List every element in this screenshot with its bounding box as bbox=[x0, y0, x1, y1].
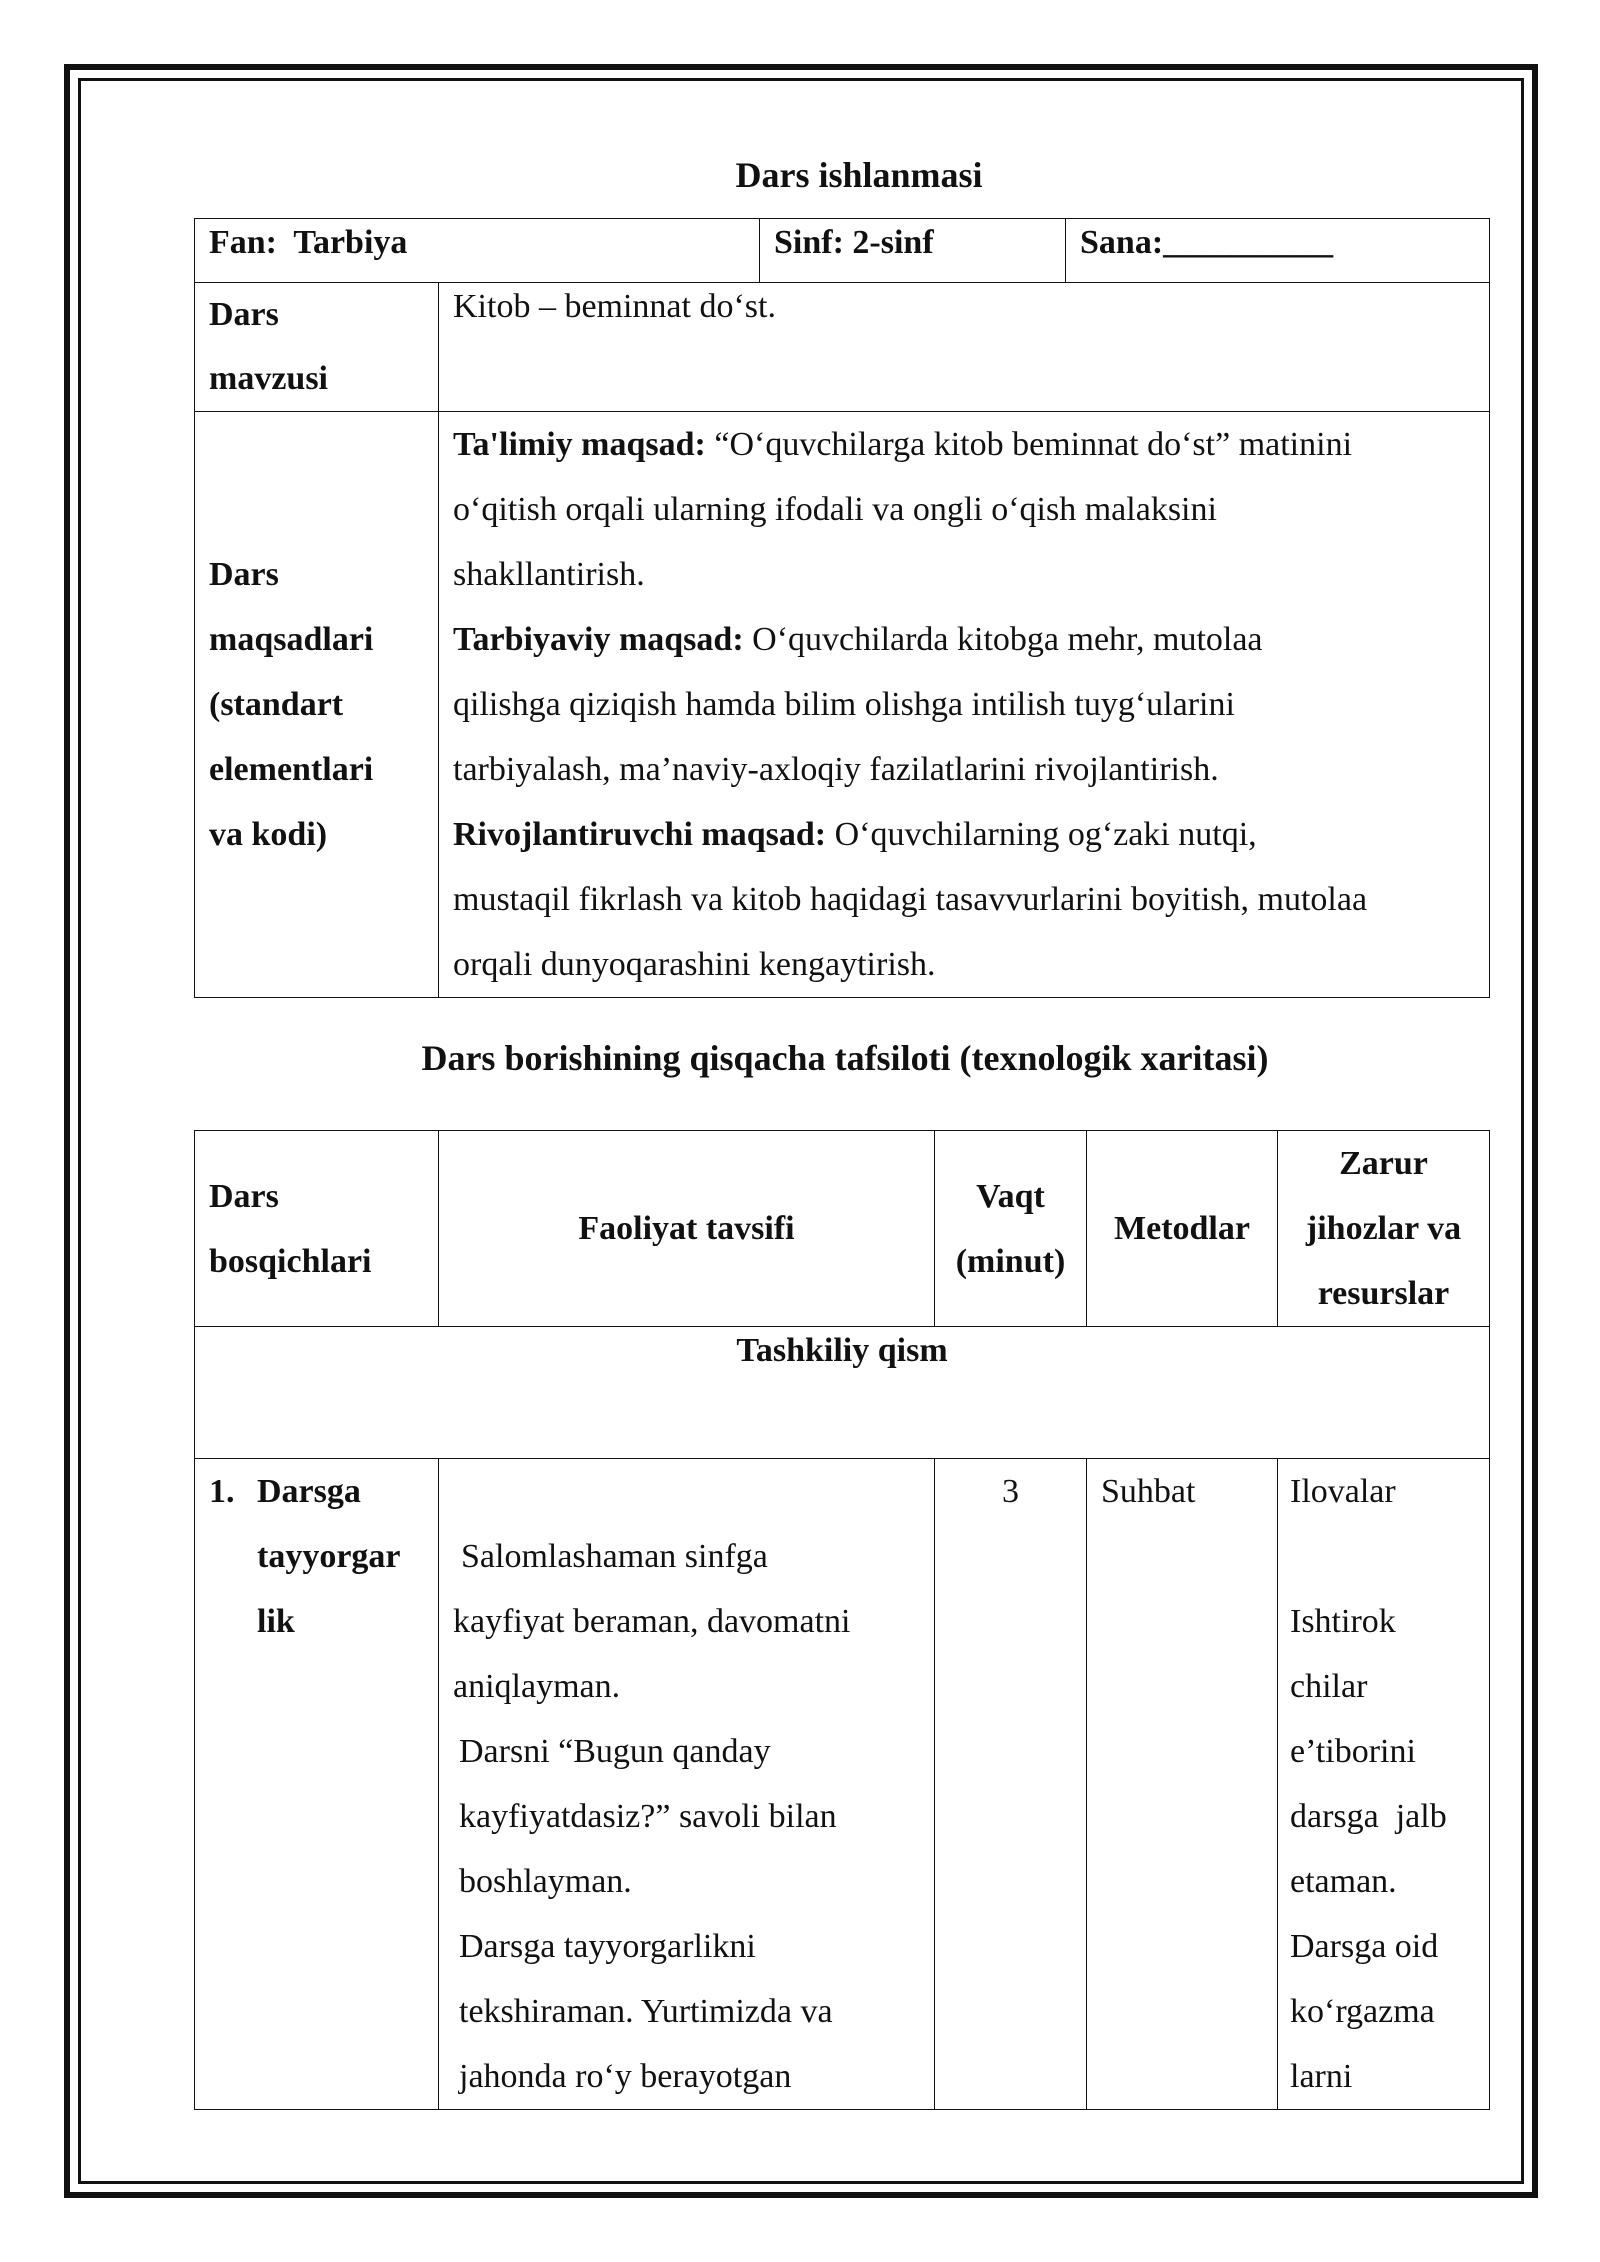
stage-line: tayyorgar bbox=[257, 1538, 401, 1575]
goal-upbringing-label: Tarbiyaviy maqsad: bbox=[453, 621, 744, 658]
document-title: Dars ishlanmasi bbox=[735, 155, 983, 195]
goal-educational-line: o‘qitish orqali ularning ifodali va ongli o‘qish malaksini bbox=[453, 491, 1217, 528]
activity-line: Darsni “Bugun qanday bbox=[459, 1733, 771, 1770]
goal-upbringing-line: Tarbiyaviy maqsad: O‘quvchilarda kitobga mehr, mutolaa bbox=[453, 621, 1263, 658]
activity-line: Darsga tayyorgarlikni bbox=[459, 1928, 756, 1965]
section-title: Dars borishining qisqacha tafsiloti (texnologik xaritasi) bbox=[421, 1038, 1269, 1078]
activity-line: boshlayman. bbox=[459, 1863, 632, 1900]
resource-line: chilar bbox=[1290, 1668, 1368, 1705]
resource-line: darsga jalb bbox=[1290, 1798, 1447, 1835]
goal-educational-label: Ta'limiy maqsad: bbox=[453, 426, 706, 463]
topic-label-cell bbox=[195, 283, 439, 412]
goal-educational-line: Ta'limiy maqsad: “O‘quvchilarga kitob beminnat do‘st” matinini bbox=[453, 426, 1353, 463]
goal-upbringing-line: tarbiyalash, ma’naviy-axloqiy fazilatlarini rivojlantirish. bbox=[453, 751, 1219, 788]
section-row-organizational bbox=[195, 1327, 1490, 1459]
resource-line: larni bbox=[1290, 2058, 1353, 2095]
header-methods: Metodlar bbox=[1087, 1131, 1278, 1327]
lesson-plan-table bbox=[194, 1130, 1490, 2110]
date-blank: __________ bbox=[1163, 224, 1334, 261]
resource-line bbox=[1290, 1524, 1477, 1589]
stage-cell bbox=[195, 1459, 439, 2110]
header-time: Vaqt (minut) bbox=[935, 1131, 1087, 1327]
time-cell: 3 bbox=[935, 1459, 1087, 2110]
info-header-row bbox=[195, 219, 1490, 283]
stage-line: Darsga bbox=[257, 1473, 361, 1510]
activity-line: tekshiraman. Yurtimizda va bbox=[459, 1993, 833, 2030]
goal-developmental-line: orqali dunyoqarashini kengaytirish. bbox=[453, 946, 936, 983]
method-cell: Suhbat bbox=[1087, 1459, 1278, 2110]
goal-developmental-label: Rivojlantiruvchi maqsad: bbox=[453, 816, 827, 853]
subject-cell bbox=[195, 219, 760, 283]
stage-number: 1. bbox=[209, 1473, 235, 1510]
activity-line: kayfiyatdasiz?” savoli bilan bbox=[459, 1798, 837, 1835]
topic-row bbox=[195, 283, 1490, 412]
grade-value: 2-sinf bbox=[852, 224, 934, 261]
goals-label-line: maqsadlari bbox=[209, 621, 374, 658]
goal-developmental-line: Rivojlantiruvchi maqsad: O‘quvchilarning og‘zaki nutqi, bbox=[453, 816, 1257, 853]
goals-label-line: Dars bbox=[209, 556, 279, 593]
goals-row bbox=[195, 412, 1490, 998]
activity-line: jahonda ro‘y berayotgan bbox=[459, 2058, 792, 2095]
date-cell bbox=[1066, 219, 1490, 283]
header-stage: Dars bosqichlari bbox=[195, 1131, 439, 1327]
plan-header-row bbox=[195, 1131, 1490, 1327]
goals-content-cell bbox=[439, 412, 1490, 998]
lesson-info-table bbox=[194, 218, 1490, 998]
activity-line: aniqlayman. bbox=[453, 1668, 621, 1705]
activity-cell bbox=[439, 1459, 935, 2110]
resource-line: Ilovalar bbox=[1290, 1473, 1396, 1510]
topic-label-line: Dars bbox=[209, 296, 279, 333]
goals-label-line: (standart bbox=[209, 686, 344, 723]
plan-row-1 bbox=[195, 1459, 1490, 2110]
resource-line: etaman. bbox=[1290, 1863, 1397, 1900]
date-label: Sana: bbox=[1080, 224, 1164, 261]
resource-line: ko‘rgazma bbox=[1290, 1993, 1435, 2030]
activity-line: kayfiyat beraman, davomatni bbox=[453, 1603, 851, 1640]
header-resources: Zarur jihozlar va resurslar bbox=[1278, 1131, 1490, 1327]
resource-line: e’tiborini bbox=[1290, 1733, 1416, 1770]
subject-value: Tarbiya bbox=[293, 224, 408, 261]
grade-cell bbox=[760, 219, 1066, 283]
goal-developmental-line: mustaqil fikrlash va kitob haqidagi tasavvurlarini boyitish, mutolaa bbox=[453, 881, 1368, 918]
activity-line: Salomlashaman sinfga bbox=[461, 1538, 768, 1575]
grade-label: Sinf: bbox=[774, 224, 844, 261]
topic-label-line: mavzusi bbox=[209, 360, 328, 397]
stage-line: lik bbox=[257, 1603, 295, 1640]
resource-line: Darsga oid bbox=[1290, 1928, 1439, 1965]
goals-label-line: va kodi) bbox=[209, 816, 328, 853]
activity-line bbox=[453, 1459, 920, 1524]
subject-label: Fan: bbox=[209, 224, 277, 261]
goal-upbringing-line: qilishga qiziqish hamda bilim olishga intilish tuyg‘ularini bbox=[453, 686, 1235, 723]
goal-educational-line: shakllantirish. bbox=[453, 556, 645, 593]
goals-label-line: elementlari bbox=[209, 751, 374, 788]
topic-value: Kitob – beminnat do‘st. bbox=[439, 283, 1490, 412]
goals-label-cell bbox=[195, 412, 439, 998]
resource-line: Ishtirok bbox=[1290, 1603, 1396, 1640]
section-row-label: Tashkiliy qism bbox=[195, 1327, 1490, 1459]
header-activity: Faoliyat tavsifi bbox=[439, 1131, 935, 1327]
resources-cell bbox=[1278, 1459, 1490, 2110]
